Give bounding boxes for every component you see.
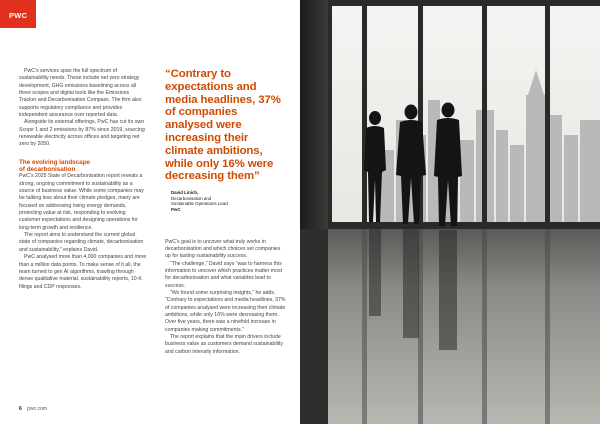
section-subheading [19, 159, 147, 174]
paragraph: “The challenge,” David says “was to harness this information to uncover which practices matter most for decarbonisation and what variables lead to success. [165, 260, 283, 289]
column-text [165, 239, 287, 357]
paragraph: PwC analysed more than 4,000 companies and more than a million data points. To make sense of it all, the team turned to gen AI algorithms, trawling through dense qualitative material, sustainability reports, 10-K filings and CDP responses. [19, 254, 147, 290]
paragraph: PwC's goal is to uncover what truly works in decarbonisation and which choices set companies up for lasting sustainability success. [165, 238, 281, 260]
intro-text [19, 68, 147, 149]
left-column [19, 68, 147, 291]
paragraph: “We found some surprising insights,” he adds. “Contrary to expectations and media headlines, 37% of companies analysed were increasing their climate ambitions, while only 16% were decreasing them. Over five years, there was a ninefold increase in companies making commitments.” [165, 289, 286, 333]
section-text [19, 173, 147, 291]
paragraph: PwC's 2025 State of Decarbonisation report reveals a strong, ongoing commitment to sustainability as a source of business value. While some companies may be talking less about their climate pledges, many are focused on addressing rising energy demands, protecting value at risk, responding to evolving customer expectations and designing operations for long-term growth and resilience. [19, 173, 144, 231]
page-footer [19, 406, 47, 412]
silhouette-business-people-window-photo [300, 0, 600, 424]
right-column [165, 68, 287, 356]
footer-site: pwc.com [27, 406, 47, 412]
pull-quote: “Contrary to expectations and media headlines, 37% of companies analysed were increasing their climate ambitions, while only 16% were decreasing them” [165, 68, 281, 183]
paragraph: Alongside its external offerings, PwC has cut its own Scope 1 and 2 emissions by 87% since 2019, sourcing renewable electricity across offices and targeting net zero by 2050. [19, 119, 145, 148]
quote-author-name: David Linich, [171, 190, 199, 196]
brand-label: PWC [9, 11, 28, 20]
subheading-line: of decarbonisation [19, 166, 76, 174]
brand-logo-tab [0, 0, 36, 28]
photo-illustration [300, 0, 600, 424]
page-number: 6 [19, 406, 22, 412]
paragraph: PwC's services span the full spectrum of sustainability needs. These include net zero strategy development, GHG emissions baselining across all three scopes and digital tools like the Emissions Tracker and Decarbonisation Compass. The firm also supports regulatory compliance and provides independent assurance over reported data. [19, 68, 142, 119]
quote-author-role: Sustainable Operations Lead [171, 201, 228, 207]
quote-author-role: Decarbonisation and [171, 195, 212, 201]
paragraph: The report aims to understand the current global state of companies regarding climate, decarbonisation and sustainability," explains David. [19, 232, 144, 253]
paragraph: The report explains that the main drivers include business value as customers demand sustainability and carbon intensity information. [165, 334, 283, 355]
quote-author-company: PwC [171, 206, 181, 212]
subheading-line: The evolving landscape [19, 158, 91, 166]
quote-attribution [171, 190, 287, 212]
